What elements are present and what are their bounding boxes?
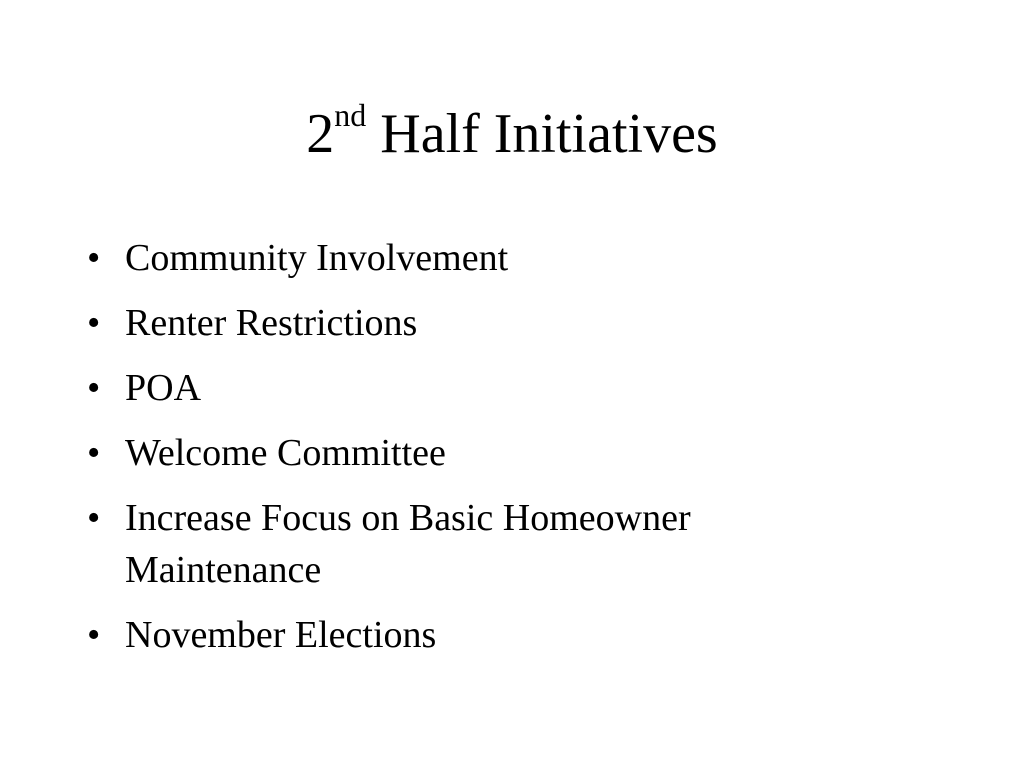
bullet-icon: • (87, 367, 101, 409)
bullet-text: Renter Restrictions (125, 302, 418, 344)
bullet-text: Welcome Committee (125, 432, 446, 474)
bullet-item-poa (87, 362, 847, 414)
bullet-text: Increase Focus on Basic Homeowner Maintenance (125, 497, 691, 591)
bullet-text: POA (125, 367, 202, 409)
bullet-item-welcome-committee (87, 427, 847, 479)
bullet-item-homeowner-maintenance (87, 492, 847, 596)
title-number: 2 (306, 103, 335, 165)
bullet-icon: • (87, 614, 101, 656)
bullet-icon: • (87, 237, 101, 279)
bullet-icon: • (87, 432, 101, 474)
title-superscript: nd (334, 97, 367, 134)
bullet-item-community-involvement (87, 232, 847, 284)
bullet-item-november-elections (87, 609, 847, 661)
slide-title (0, 98, 1024, 170)
title-text: Half Initiatives (366, 103, 718, 165)
bullet-icon: • (87, 497, 101, 539)
bullet-item-renter-restrictions (87, 297, 847, 349)
bullet-text: November Elections (125, 614, 437, 656)
bullet-text: Community Involvement (125, 237, 509, 279)
bullet-list (87, 232, 847, 674)
bullet-icon: • (87, 302, 101, 344)
